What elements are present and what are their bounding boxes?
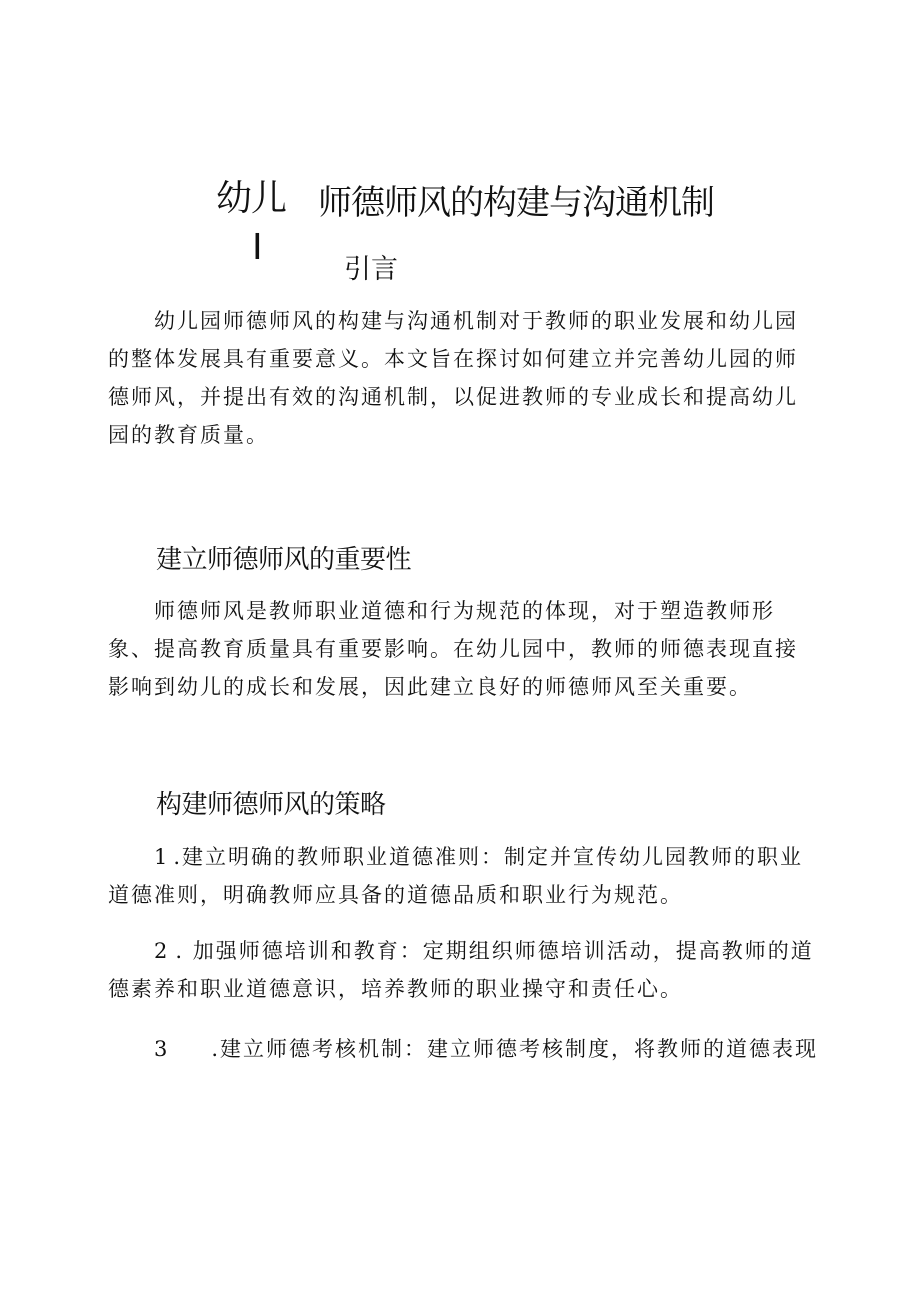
- strategy-item-text: .建立师德考核机制：建立师德考核制度，将教师的道德表现: [211, 1037, 819, 1061]
- title-fragment-1: 幼儿: [216, 178, 287, 219]
- importance-paragraph: 师德师风是教师职业道德和行为规范的体现，对于塑造教师形象、提高教育质量具有重要影响。在幼儿园中，教师的师德表现直接影响到幼儿的成长和发展，因此建立良好的师德师风至关重要。: [108, 599, 798, 699]
- strategy-item-text: .建立明确的教师职业道德准则：制定并宣传幼儿园教师的职业道德准则，明确教师应具备的道德品质和职业行为规范。: [108, 845, 804, 907]
- section-heading-strategies: 构建师德师风的策略: [156, 790, 386, 820]
- intro-heading: 引言: [344, 254, 398, 285]
- strategy-item-2: [108, 932, 820, 1008]
- title-fragment-3: 师德师风的构建与沟通机制: [318, 183, 714, 223]
- section-heading-importance: 建立师德师风的重要性: [156, 545, 412, 575]
- strategy-item-number: 1: [154, 845, 168, 869]
- strategy-item-1: [108, 838, 820, 914]
- strategy-item-3: [108, 1030, 820, 1068]
- strategy-item-text: . 加强师德培训和教育：定期组织师德培训活动，提高教师的道德素养和职业道德意识，培养教师的职业操守和责任心。: [108, 939, 814, 1001]
- title-fragment-2: I: [252, 227, 263, 268]
- intro-paragraph: 幼儿园师德师风的构建与沟通机制对于教师的职业发展和幼儿园的整体发展具有重要意义。本文旨在探讨如何建立并完善幼儿园的师德师风，并提出有效的沟通机制，以促进教师的专业成长和提高幼儿园的教育质量。: [108, 309, 798, 447]
- strategy-item-number: 3: [154, 1037, 168, 1061]
- strategy-item-number: 2: [154, 939, 168, 963]
